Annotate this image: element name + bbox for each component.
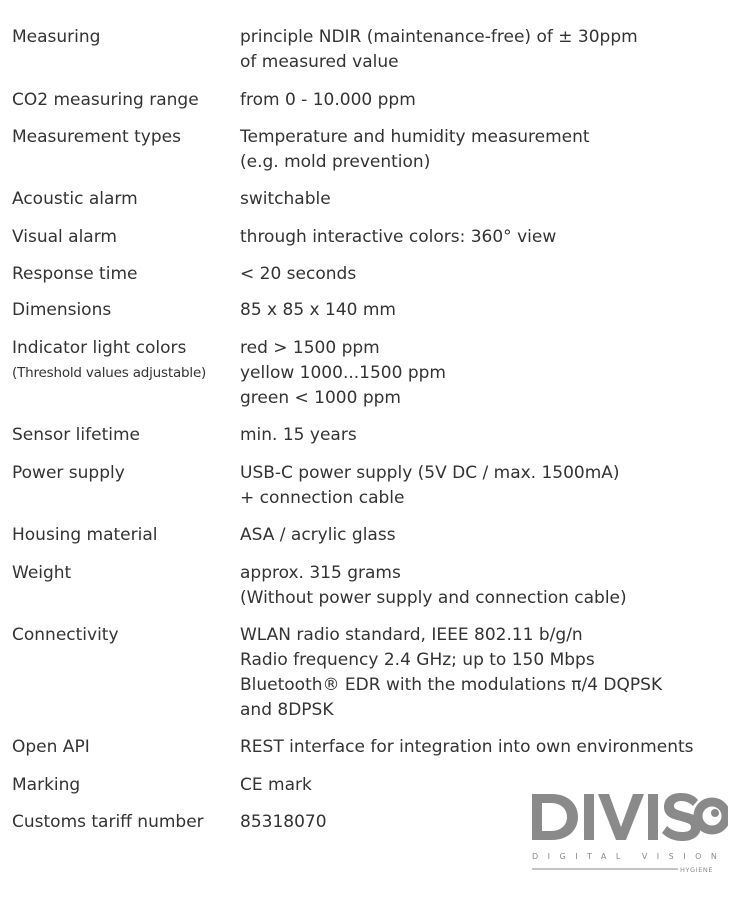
spec-value-line: min. 15 years: [240, 425, 357, 445]
spec-label: Sensor lifetime: [12, 425, 140, 445]
spec-value-line: approx. 315 grams: [240, 563, 401, 583]
spec-value: [240, 623, 740, 723]
spec-value: [240, 461, 740, 511]
spec-value-line: USB-C power supply (5V DC / max. 1500mA): [240, 463, 620, 483]
spec-value-line: of measured value: [240, 52, 399, 72]
spec-label: Customs tariff number: [12, 812, 204, 832]
spec-value-line: Temperature and humidity measurement: [240, 127, 590, 147]
spec-label: Open API: [12, 737, 90, 757]
spec-value-line: 85318070: [240, 812, 327, 832]
spec-value: [240, 423, 740, 448]
spec-label: Visual alarm: [12, 227, 117, 247]
spec-value-line: (Without power supply and connection cable): [240, 588, 627, 608]
spec-value-line: (e.g. mold prevention): [240, 152, 431, 172]
spec-value-line: through interactive colors: 360° view: [240, 227, 557, 247]
spec-value: [240, 336, 740, 411]
spec-value: [240, 561, 740, 611]
spec-value-line: principle NDIR (maintenance-free) of ± 30ppm: [240, 27, 638, 47]
spec-label: Measurement types: [12, 127, 181, 147]
logo-tagline: DIGITAL VISION: [532, 852, 727, 861]
spec-value-line: CE mark: [240, 775, 312, 795]
spec-label: Weight: [12, 563, 72, 583]
spec-value: [240, 298, 740, 323]
spec-value-line: red > 1500 ppm: [240, 338, 380, 358]
spec-label-note: (Threshold values adjustable): [12, 365, 207, 381]
spec-label: CO2 measuring range: [12, 90, 199, 110]
spec-label: Acoustic alarm: [12, 189, 138, 209]
spec-label: Housing material: [12, 525, 158, 545]
spec-value-line: ASA / acrylic glass: [240, 525, 396, 545]
spec-label: Connectivity: [12, 625, 119, 645]
spec-value-line: Radio frequency 2.4 GHz; up to 150 Mbps: [240, 650, 595, 670]
spec-value-line: 85 x 85 x 140 mm: [240, 300, 396, 320]
spec-value-line: from 0 - 10.000 ppm: [240, 90, 416, 110]
spec-value-line: switchable: [240, 189, 331, 209]
spec-label: Response time: [12, 264, 138, 284]
spec-value: [240, 125, 740, 175]
spec-value: [240, 225, 740, 250]
logo-subline: HYGIENE: [680, 866, 714, 874]
spec-value-line: yellow 1000...1500 ppm: [240, 363, 446, 383]
spec-label-main: Indicator light colors: [12, 338, 187, 358]
spec-label: Measuring: [12, 27, 101, 47]
spec-value: [240, 187, 740, 212]
spec-label: Dimensions: [12, 300, 112, 320]
spec-value: [240, 262, 740, 287]
spec-value: [240, 25, 740, 75]
spec-value: [240, 523, 740, 548]
spec-value: [240, 88, 740, 113]
spec-label: Marking: [12, 775, 81, 795]
spec-value: [240, 735, 740, 760]
spec-value-line: WLAN radio standard, IEEE 802.11 b/g/n: [240, 625, 583, 645]
spec-value-line: and 8DPSK: [240, 700, 334, 720]
spec-value-line: REST interface for integration into own environments: [240, 737, 694, 757]
spec-label: Power supply: [12, 463, 125, 483]
spec-value-line: Bluetooth® EDR with the modulations π/4 DQPSK: [240, 675, 663, 695]
spec-label: [12, 336, 237, 386]
spec-value-line: + connection cable: [240, 488, 405, 508]
diviso-logo: [528, 786, 728, 886]
spec-value-line: green < 1000 ppm: [240, 388, 401, 408]
spec-value-line: < 20 seconds: [240, 264, 357, 284]
